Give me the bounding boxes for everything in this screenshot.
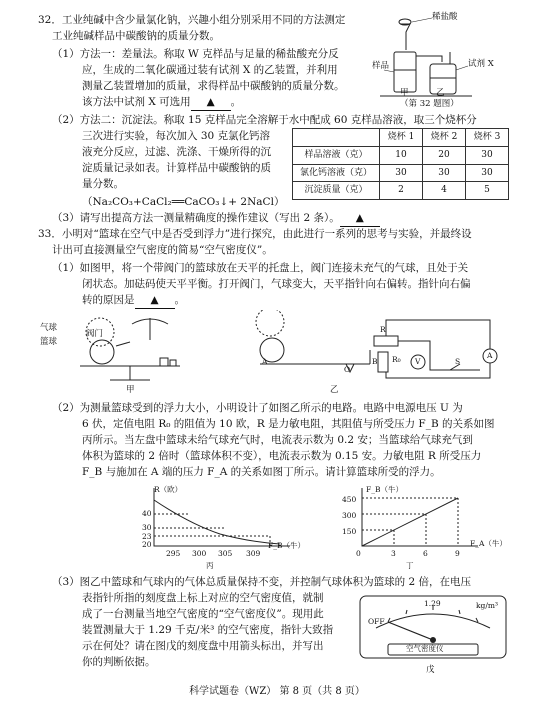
q33-p1-end: 。	[174, 294, 185, 306]
precipitate-table	[292, 128, 509, 200]
q33-p2-line3: 丙所示。当左盘中篮球未给气球充气时，电流表示数为 0.2 安；当篮球给气球充气到	[82, 434, 473, 446]
q32-m3-line	[52, 210, 380, 227]
table-cell: 30	[423, 164, 466, 182]
fig-label-O: O	[344, 365, 351, 374]
q32-m2-line2: 三次进行实验，每次加入 30 克氯化钙溶	[82, 130, 271, 142]
fig-label-yi: 乙	[436, 88, 445, 98]
answer-blank[interactable]: ▲	[135, 292, 175, 309]
bing-xtick: 309	[246, 549, 261, 558]
table-row	[293, 146, 509, 164]
q33-p2-line2: 6 伏，定值电阻 R₀ 的阻值为 10 欧，R 是力敏电阻，其阻值与所受压力 F_B 的关系如图	[82, 418, 495, 430]
q32-m1-end: 。	[230, 96, 242, 108]
ding-caption: 丁	[406, 561, 414, 570]
meter-off: OFF	[368, 617, 385, 626]
bing-xlabel: F_B（牛）	[268, 541, 305, 550]
fig-label-R0: R₀	[392, 355, 401, 364]
ding-xtick: 0	[356, 549, 361, 558]
q32-m2-line5: 量分数。	[82, 178, 124, 190]
q32-m3-text: （3）请写出提高方法一测量精确度的操作建议（写出 2 条）。	[52, 212, 340, 224]
fig-label-R: R	[380, 325, 386, 334]
fig-label-A-meter: A	[487, 351, 493, 360]
q32-m2-line4: 淀质量记录如表。计算样品中碳酸钠的质	[82, 162, 271, 174]
fig-label-S: S	[455, 357, 461, 366]
meter-unit: kg/m³	[476, 601, 498, 610]
table-cell: 氯化钙溶液（克）	[293, 164, 380, 182]
ding-xlabel: F_A（牛）	[470, 539, 507, 548]
table-cell: 5	[466, 182, 509, 200]
q33-p2-line1: （2）为测量篮球受到的浮力大小，小明设计了如图乙所示的电路。电路中电源电压 U 为	[52, 402, 463, 414]
ding-ytick: 300	[342, 511, 357, 520]
fig-label-ball: 篮球	[40, 337, 58, 347]
table-row	[293, 164, 509, 182]
fig-label-yi: 乙	[330, 385, 339, 395]
table-header-cell: 烧杯 3	[466, 129, 509, 147]
q32-m1-line4	[82, 94, 241, 111]
table-cell: 30	[466, 164, 509, 182]
q32-m1-line1: （1）方法一：差量法。称取 W 克样品与足量的稀盐酸充分反	[52, 48, 339, 60]
q33-p3-line2: 表指针所指的刻度盘上标上对应的空气密度值，就制	[82, 592, 324, 604]
bing-xtick: 305	[218, 549, 233, 558]
bing-xtick: 300	[192, 549, 207, 558]
ding-xtick: 9	[455, 549, 460, 558]
table-cell: 30	[466, 146, 509, 164]
table-header-cell	[293, 129, 380, 147]
ding-ylabel: F_B（牛）	[366, 485, 403, 494]
bing-ylabel: R（欧）	[154, 485, 183, 494]
fig-label-balloon: 气球	[40, 323, 58, 333]
fig-label-acid: 稀盐酸	[432, 12, 458, 22]
table-cell: 10	[380, 146, 423, 164]
q32-m1-text: 该方法中试剂 X 可选用	[82, 96, 191, 108]
q33-p2-line4: 体积为篮球的 2 倍时（篮球体积不变），电流表示数为 0.15 安。力敏电阻 R 所受压力	[82, 450, 482, 462]
table-header-row	[293, 129, 509, 147]
fig-label-reagent: 试剂 X	[468, 59, 494, 69]
q33-p3-line6: 你的判断依据。	[82, 656, 156, 668]
bing-caption: 丙	[206, 561, 214, 570]
table-cell: 20	[423, 146, 466, 164]
q32-m2-line3: 液充分反应，过滤、洗涤、干燥所得的沉	[82, 146, 271, 158]
ding-xtick: 3	[391, 549, 396, 558]
fig-label-B-point: B	[372, 357, 378, 366]
fig-label-V: V	[415, 357, 421, 366]
table-cell: 2	[380, 182, 423, 200]
q33-p2-line5: F_B 与施加在 A 端的压力 F_A 的关系如图丁所示。请计算篮球所受的浮力。	[82, 466, 441, 478]
q33-p1-text: 转的原因是	[82, 294, 135, 306]
bing-ytick: 30	[142, 523, 152, 532]
q32-m1-line3: 测量乙装置增加的质量，求得样品中碳酸钠的质量分数。	[82, 80, 345, 92]
q32-intro-line2: 工业纯碱样品中碳酸钠的质量分数。	[52, 30, 220, 42]
fig-label-sample: 样品	[372, 61, 390, 71]
answer-blank[interactable]: ▲	[340, 210, 380, 227]
balance-circuit-figure	[50, 310, 510, 390]
q33-p1-line1: （1）如图甲，将一个带阀门的篮球放在天平的托盘上，阀门连接未充气的气球，且处于关	[52, 262, 469, 274]
q33-intro-line2: 计出可直接测量空气密度的简易“空气密度仪”。	[52, 244, 273, 256]
bing-ytick: 23	[142, 532, 152, 541]
meter-value: 1.29	[424, 599, 441, 608]
q33-p3-line1: （3）图乙中篮球和气球内的气体总质量保持不变，并控制气球体积为篮球的 2 倍，在电压	[52, 576, 472, 588]
page-footer: 科学试题卷（WZ） 第 8 页（共 8 页）	[189, 686, 365, 697]
table-cell: 30	[380, 164, 423, 182]
bing-ytick: 20	[142, 540, 152, 549]
fig-label-jia: 甲	[400, 88, 409, 98]
meter-name: 空气密度仪	[406, 644, 444, 653]
table-header-cell: 烧杯 1	[380, 129, 423, 147]
ding-ytick: 150	[342, 527, 357, 536]
chart-bing	[130, 484, 300, 564]
fig-label-jia: 甲	[126, 385, 135, 395]
ding-ytick: 450	[342, 495, 357, 504]
q32-m2-line1: （2）方法二：沉淀法。称取 15 克样品完全溶解于水中配成 60 克样品溶液，取三个烧杯分	[52, 114, 477, 126]
q32-m1-line2: 应，生成的二氧化碳通过装有试剂 X 的乙装置，并利用	[82, 64, 338, 76]
table-cell: 样品溶液（克）	[293, 146, 380, 164]
bing-xtick: 295	[166, 549, 181, 558]
table-row	[293, 182, 509, 200]
fig-label-valve: 阀门	[86, 329, 104, 339]
q32-intro-line1: 32．工业纯碱中含少量氯化钠，兴趣小组分别采用不同的方法测定	[38, 14, 346, 26]
q32-equation: （Na₂CO₃+CaCl₂══CaCO₃↓+ 2NaCl）	[82, 196, 285, 208]
ding-xtick: 6	[423, 549, 428, 558]
table-header-cell: 烧杯 2	[423, 129, 466, 147]
q33-p3-line4: 装置测量大于 1.29 千克/米³ 的空气密度，指针大致指	[82, 624, 334, 636]
table-cell: 沉淀质量（克）	[293, 182, 380, 200]
q33-intro-line1: 33．小明对“篮球在空气中是否受到浮力”进行探究，由此进行一系列的思考与实验，并最终设	[38, 228, 472, 240]
bing-ytick: 40	[142, 509, 152, 518]
q33-p3-line5: 示在何处？请在图戊的刻度盘中用箭头标出，并写出	[82, 640, 324, 652]
q33-p3-line3: 成了一台测量当地空气密度的“空气密度仪”。现用此	[82, 608, 324, 620]
answer-blank[interactable]: ▲	[191, 94, 231, 111]
q33-p1-line2: 闭状态。加砝码使天平平衡。打开阀门，气球变大，天平指针向右偏转。指针向右偏	[82, 278, 471, 290]
meter-caption: 戊	[426, 665, 435, 675]
q33-p1-line3	[82, 292, 185, 309]
fig-caption-32: （第 32 题图）	[400, 99, 459, 109]
table-cell: 4	[423, 182, 466, 200]
fig-label-A-point: A	[262, 357, 268, 366]
